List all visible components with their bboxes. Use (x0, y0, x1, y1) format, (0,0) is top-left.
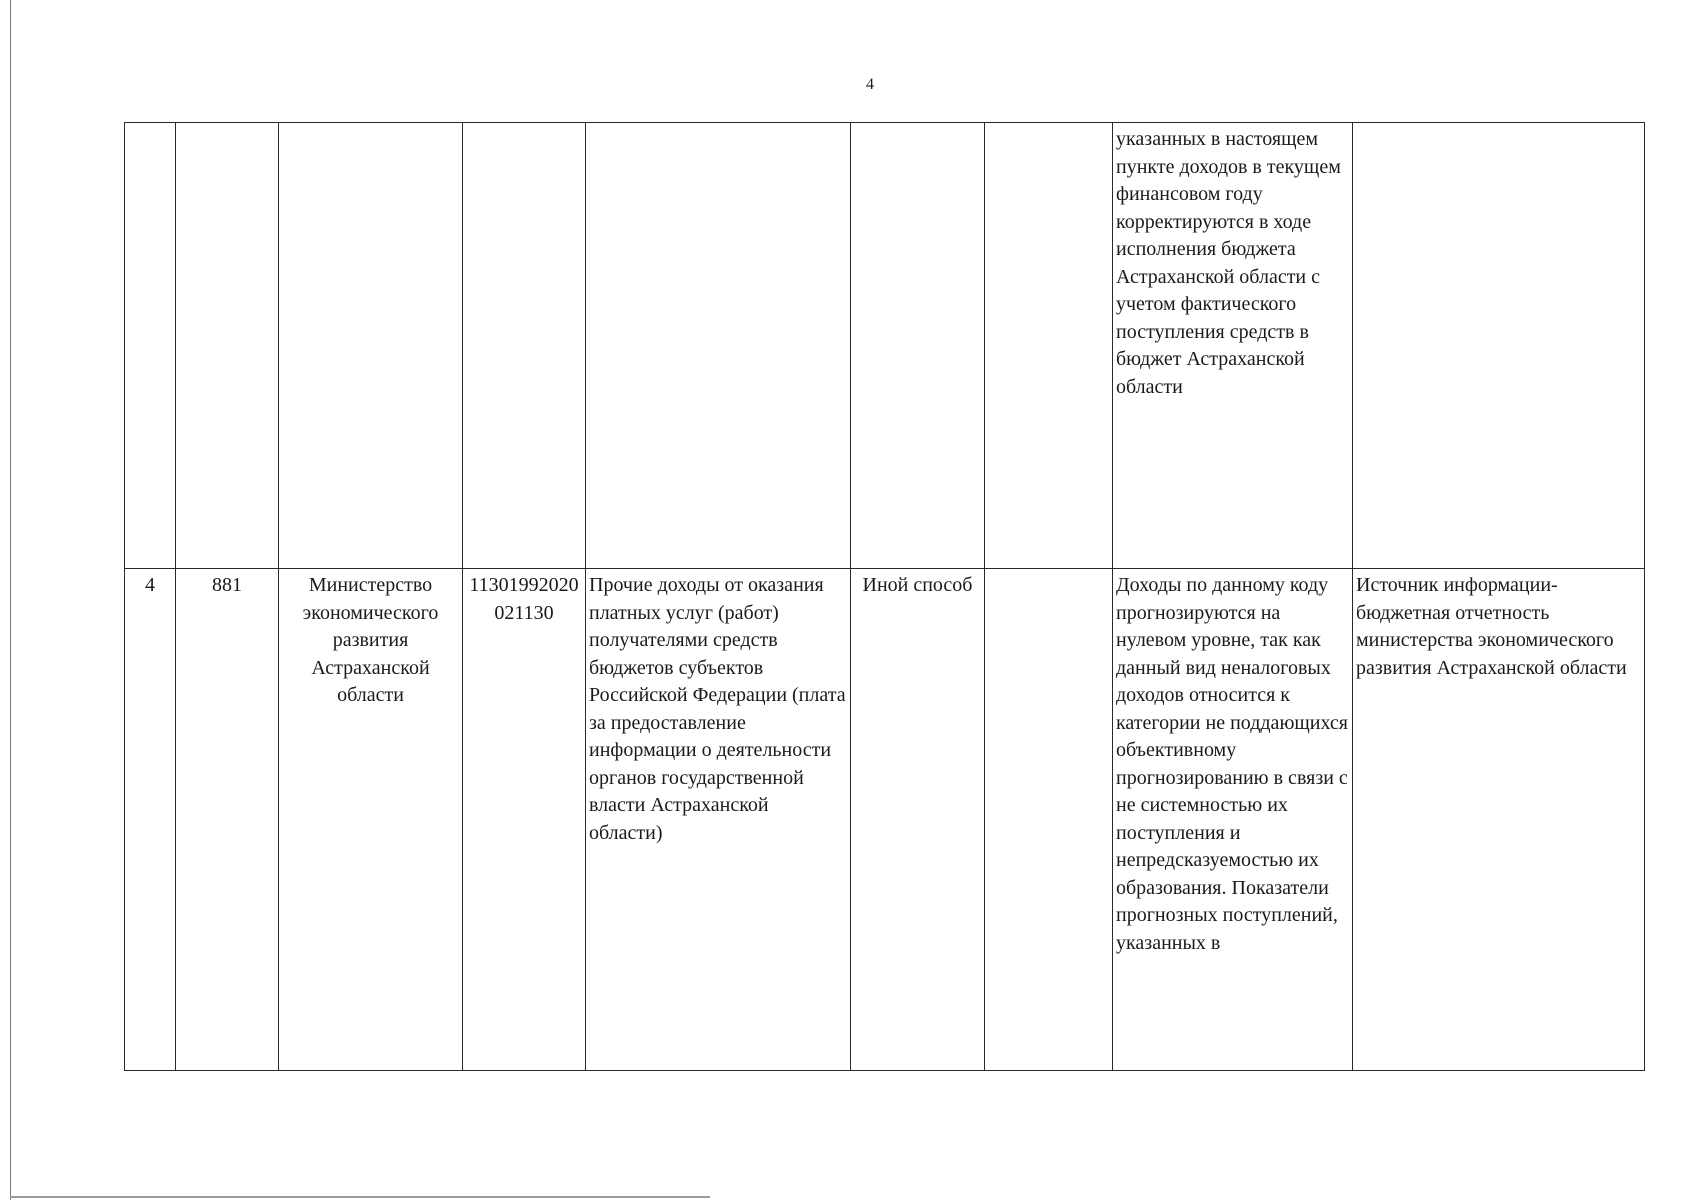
cell-source: Источник информации-бюджетная отчетность министерства экономического развития Астраханской области (1353, 569, 1645, 1071)
cell-code (176, 123, 279, 569)
cell-method (851, 123, 985, 569)
cell-num: 4 (125, 569, 176, 1071)
page-number: 4 (866, 76, 874, 93)
cell-admin: Министерство экономического развития Астраханской области (279, 569, 463, 1071)
document-table (124, 122, 1645, 1071)
table-row (125, 569, 1645, 1071)
scan-edge-bottom (10, 1196, 710, 1198)
cell-kbk (463, 123, 586, 569)
cell-method: Иной способ (851, 569, 985, 1071)
cell-formula (985, 123, 1113, 569)
cell-admin (279, 123, 463, 569)
cell-num (125, 123, 176, 569)
cell-code: 881 (176, 569, 279, 1071)
cell-description: Доходы по данному коду прогнозируются на нулевом уровне, так как данный вид неналоговых доходов относится к категории не поддающихся объективному прогнозированию в связи с не системностью их поступления и непредсказуемостью их образования. Показатели прогнозных поступлений, указанных в (1113, 569, 1353, 1071)
table-row (125, 123, 1645, 569)
scan-edge-left (10, 0, 11, 1200)
cell-name (586, 123, 851, 569)
cell-kbk: 11301992020021130 (463, 569, 586, 1071)
cell-formula (985, 569, 1113, 1071)
cell-description: указанных в настоящем пункте доходов в текущем финансовом году корректируются в ходе исполнения бюджета Астраханской области с учетом фактического поступления средств в бюджет Астраханской области (1113, 123, 1353, 569)
cell-name: Прочие доходы от оказания платных услуг (работ) получателями средств бюджетов субъектов Российской Федерации (плата за предоставление информации о деятельности органов государственной власти Астраханской области) (586, 569, 851, 1071)
cell-source (1353, 123, 1645, 569)
